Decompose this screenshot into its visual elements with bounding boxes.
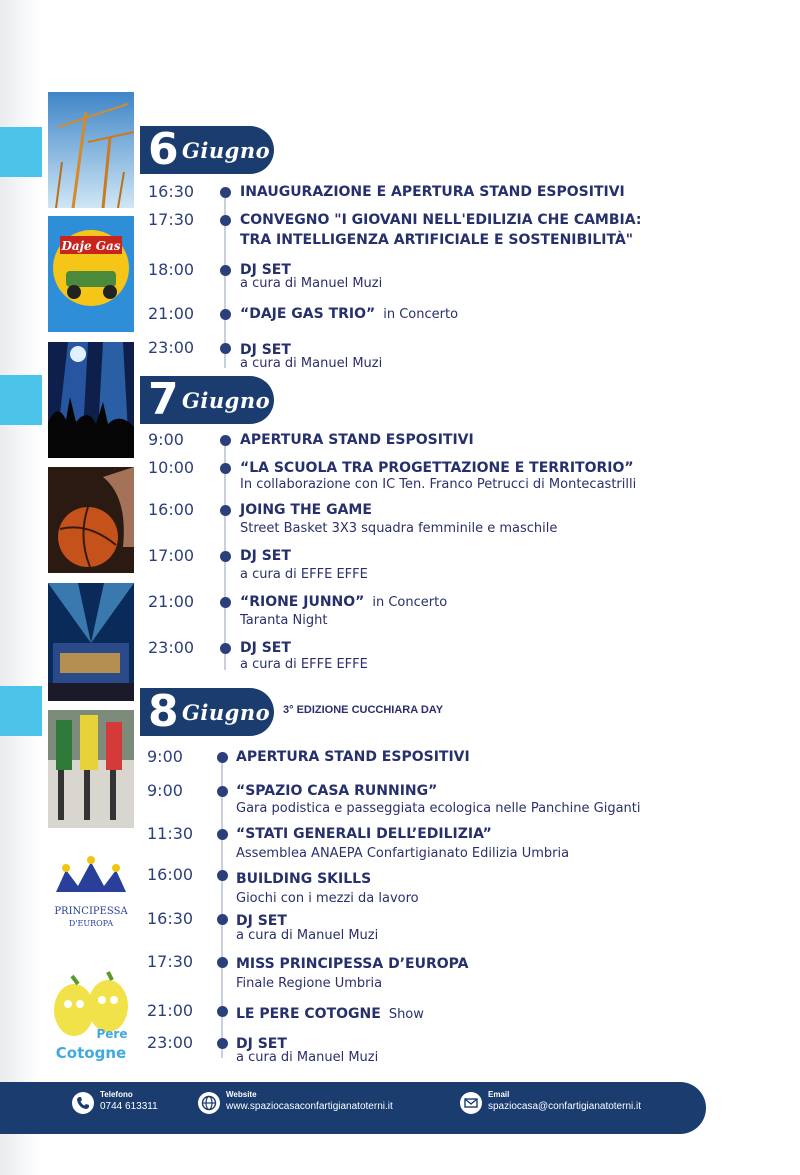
event-title	[240, 304, 458, 325]
event-time: 17:30	[148, 210, 195, 229]
svg-text:Pere: Pere	[96, 1027, 128, 1041]
timeline-dot	[220, 505, 231, 516]
event-title: BUILDING SKILLS	[236, 871, 372, 887]
timeline-dot	[217, 1006, 228, 1017]
event-subtitle: a cura di EFFE EFFE	[240, 657, 368, 672]
timeline-dot	[220, 309, 231, 320]
event-time: 23:00	[148, 638, 195, 657]
event-time: 10:00	[148, 458, 195, 477]
event-subtitle: Gara podistica e passeggiata ecologica nelle Panchine Giganti	[236, 801, 641, 816]
event-title-suffix: Show	[388, 1007, 424, 1022]
day-banner-7	[140, 376, 274, 424]
email-value: spaziocasa@confartigianatoterni.it	[488, 1101, 642, 1112]
event-title: DJ SET	[240, 342, 291, 358]
svg-text:Cotogne: Cotogne	[55, 1044, 127, 1062]
event-title: “LA SCUOLA TRA PROGETTAZIONE E TERRITORIO”	[240, 460, 634, 476]
event-title-text: LE PERE COTOGNE	[236, 1006, 381, 1022]
timeline-dot	[217, 914, 228, 925]
runners-photo	[48, 710, 134, 828]
timeline-dot	[217, 870, 228, 881]
timeline-dot	[220, 597, 231, 608]
timeline-dot	[217, 829, 228, 840]
event-time: 16:00	[148, 500, 195, 519]
website-label: Website	[226, 1090, 257, 1099]
event-time: 9:00	[147, 781, 183, 800]
event-time: 9:00	[148, 430, 184, 449]
timeline-dot	[220, 643, 231, 654]
event-title: DJ SET	[236, 1036, 287, 1052]
cucchiara-day-note: 3° EDIZIONE CUCCHIARA DAY	[283, 704, 444, 716]
accent-strip	[0, 686, 42, 736]
stage-concert-photo	[48, 583, 134, 701]
mail-icon	[460, 1092, 482, 1114]
event-time: 17:30	[147, 952, 194, 971]
event-time: 23:00	[148, 338, 195, 357]
event-title-text: “RIONE JUNNO”	[240, 594, 365, 610]
timeline-dot	[217, 1038, 228, 1049]
svg-text:PRINCIPESSA: PRINCIPESSA	[54, 906, 128, 917]
phone-icon	[72, 1092, 94, 1114]
event-title: DJ SET	[240, 262, 291, 278]
day-number: 7	[148, 374, 179, 425]
svg-text:Daje Gas: Daje Gas	[61, 239, 121, 253]
timeline-dot	[220, 187, 231, 198]
timeline-dot	[220, 265, 231, 276]
event-title: APERTURA STAND ESPOSITIVI	[236, 749, 470, 765]
accent-strip	[0, 375, 42, 425]
event-subtitle: Taranta Night	[240, 613, 328, 628]
day-month: Giugno	[182, 700, 271, 725]
concert-crowd-photo	[48, 342, 134, 458]
event-title: DJ SET	[236, 913, 287, 929]
contact-footer	[0, 1082, 706, 1134]
timeline-dot	[220, 215, 231, 226]
day-number: 8	[148, 686, 179, 737]
pere-cotogne-logo	[48, 966, 134, 1066]
basketball-photo	[48, 467, 134, 573]
event-subtitle: a cura di Manuel Muzi	[240, 356, 383, 371]
accent-strip	[0, 127, 42, 177]
event-subtitle: In collaborazione con IC Ten. Franco Petrucci di Montecastrilli	[240, 477, 637, 492]
event-title-text: “DAJE GAS TRIO”	[240, 306, 376, 322]
timeline-dot	[220, 551, 231, 562]
day-banner-6	[140, 126, 274, 174]
timeline-dot	[220, 343, 231, 354]
phone-value: 0744 613311	[100, 1101, 158, 1112]
event-subtitle: a cura di EFFE EFFE	[240, 567, 368, 582]
event-time: 17:00	[148, 546, 195, 565]
timeline-dot	[220, 463, 231, 474]
event-subtitle: Street Basket 3X3 squadra femminile e maschile	[240, 521, 558, 536]
event-title-suffix: in Concerto	[372, 595, 448, 610]
principessa-europa-logo	[48, 852, 134, 936]
event-title: “SPAZIO CASA RUNNING”	[236, 783, 438, 799]
timeline-dot	[217, 957, 228, 968]
email-label: Email	[488, 1090, 510, 1099]
daje-gas-logo	[48, 216, 134, 332]
event-title-suffix: in Concerto	[383, 307, 459, 322]
event-title-line2: TRA INTELLIGENZA ARTIFICIALE E SOSTENIBILITÀ"	[240, 232, 634, 248]
event-time: 11:30	[147, 824, 194, 843]
event-subtitle: Assemblea ANAEPA Confartigianato Edilizia Umbria	[236, 846, 570, 861]
svg-text:D'EUROPA: D'EUROPA	[68, 919, 114, 928]
event-title: INAUGURAZIONE E APERTURA STAND ESPOSITIVI	[240, 184, 625, 200]
timeline-dot	[217, 752, 228, 763]
event-subtitle: Giochi con i mezzi da lavoro	[236, 891, 419, 906]
event-title: CONVEGNO "I GIOVANI NELL'EDILIZIA CHE CAMBIA:	[240, 212, 642, 228]
event-time: 23:00	[147, 1033, 194, 1052]
event-time: 18:00	[148, 260, 195, 279]
event-subtitle: a cura di Manuel Muzi	[236, 928, 379, 943]
phone-label: Telefono	[100, 1090, 133, 1099]
event-subtitle: a cura di Manuel Muzi	[236, 1050, 379, 1065]
day-banner-8	[140, 688, 274, 736]
event-time: 9:00	[147, 747, 183, 766]
event-title: MISS PRINCIPESSA D’EUROPA	[236, 956, 469, 972]
event-title: APERTURA STAND ESPOSITIVI	[240, 432, 474, 448]
event-time: 16:00	[147, 865, 194, 884]
event-title: DJ SET	[240, 548, 291, 564]
timeline-dot	[217, 786, 228, 797]
event-subtitle: Finale Regione Umbria	[236, 976, 383, 991]
event-title: JOING THE GAME	[240, 502, 372, 518]
event-time: 21:00	[148, 592, 195, 611]
event-title	[236, 1004, 424, 1025]
event-title	[240, 592, 447, 613]
day-number: 6	[148, 124, 179, 175]
event-time: 16:30	[147, 909, 194, 928]
website-value: www.spaziocasaconfartigianatoterni.it	[226, 1101, 393, 1112]
event-time: 21:00	[147, 1001, 194, 1020]
day-month: Giugno	[182, 388, 271, 413]
event-title: DJ SET	[240, 640, 291, 656]
event-time: 21:00	[148, 304, 195, 323]
globe-icon	[198, 1092, 220, 1114]
timeline-dot	[220, 435, 231, 446]
day-month: Giugno	[182, 138, 271, 163]
event-subtitle: a cura di Manuel Muzi	[240, 276, 383, 291]
cranes-photo	[48, 92, 134, 208]
event-time: 16:30	[148, 182, 195, 201]
event-title: “STATI GENERALI DELL’EDILIZIA”	[236, 826, 492, 842]
